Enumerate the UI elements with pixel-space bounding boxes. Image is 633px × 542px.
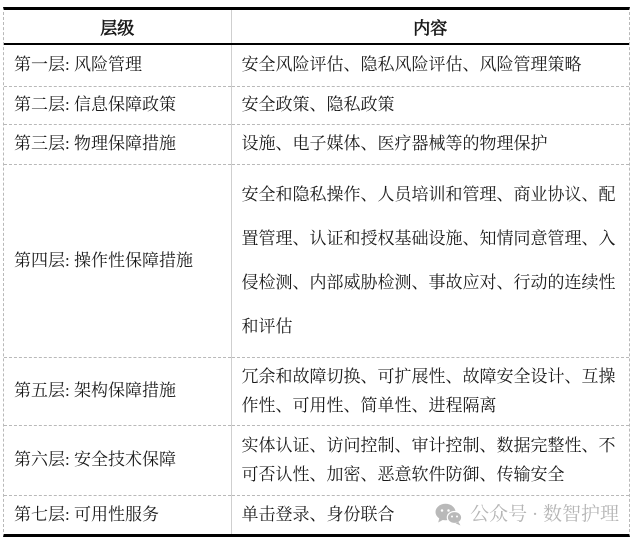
table-row — [4, 86, 629, 124]
watermark-label: 公众号 · 数智护理 — [470, 503, 619, 525]
header-row — [4, 10, 629, 44]
column-header-content: 内容 — [231, 10, 629, 44]
content-cell: 设施、电子媒体、医疗器械等的物理保护 — [231, 124, 629, 164]
table-row — [4, 124, 629, 164]
level-cell: 第七层: 可用性服务 — [4, 495, 231, 534]
security-layers-table — [4, 10, 629, 534]
content-cell: 安全风险评估、隐私风险评估、风险管理策略 — [231, 44, 629, 86]
content-cell: 安全政策、隐私政策 — [231, 86, 629, 124]
wechat-icon — [435, 503, 462, 526]
security-layers-table-container — [3, 7, 630, 537]
level-cell: 第一层: 风险管理 — [14, 55, 142, 75]
level-cell: 第六层: 安全技术保障 — [4, 425, 231, 495]
content-cell — [231, 495, 629, 534]
table-row — [4, 357, 629, 425]
level-cell: 第二层: 信息保障政策 — [4, 86, 231, 124]
content-cell: 实体认证、访问控制、审计控制、数据完整性、不可否认性、加密、恶意软件防御、传输安全 — [231, 425, 629, 495]
level-cell: 第三层: 物理保障措施 — [4, 124, 231, 164]
table-row — [4, 425, 629, 495]
table-row — [4, 44, 629, 86]
column-header-level: 层级 — [4, 10, 231, 44]
level-cell: 第四层: 操作性保障措施 — [4, 164, 231, 357]
content-text: 单击登录、身份联合 — [241, 504, 395, 524]
watermark — [435, 503, 619, 526]
content-cell: 安全和隐私操作、人员培训和管理、商业协议、配置管理、认证和授权基础设施、知情同意管理、入侵检测、内部威胁检测、事故应对、行动的连续性和评估 — [231, 164, 629, 357]
table-row — [4, 495, 629, 534]
level-cell: 第五层: 架构保障措施 — [4, 357, 231, 425]
content-cell: 冗余和故障切换、可扩展性、故障安全设计、互操作性、可用性、简单性、进程隔离 — [231, 357, 629, 425]
table-row — [4, 164, 629, 357]
